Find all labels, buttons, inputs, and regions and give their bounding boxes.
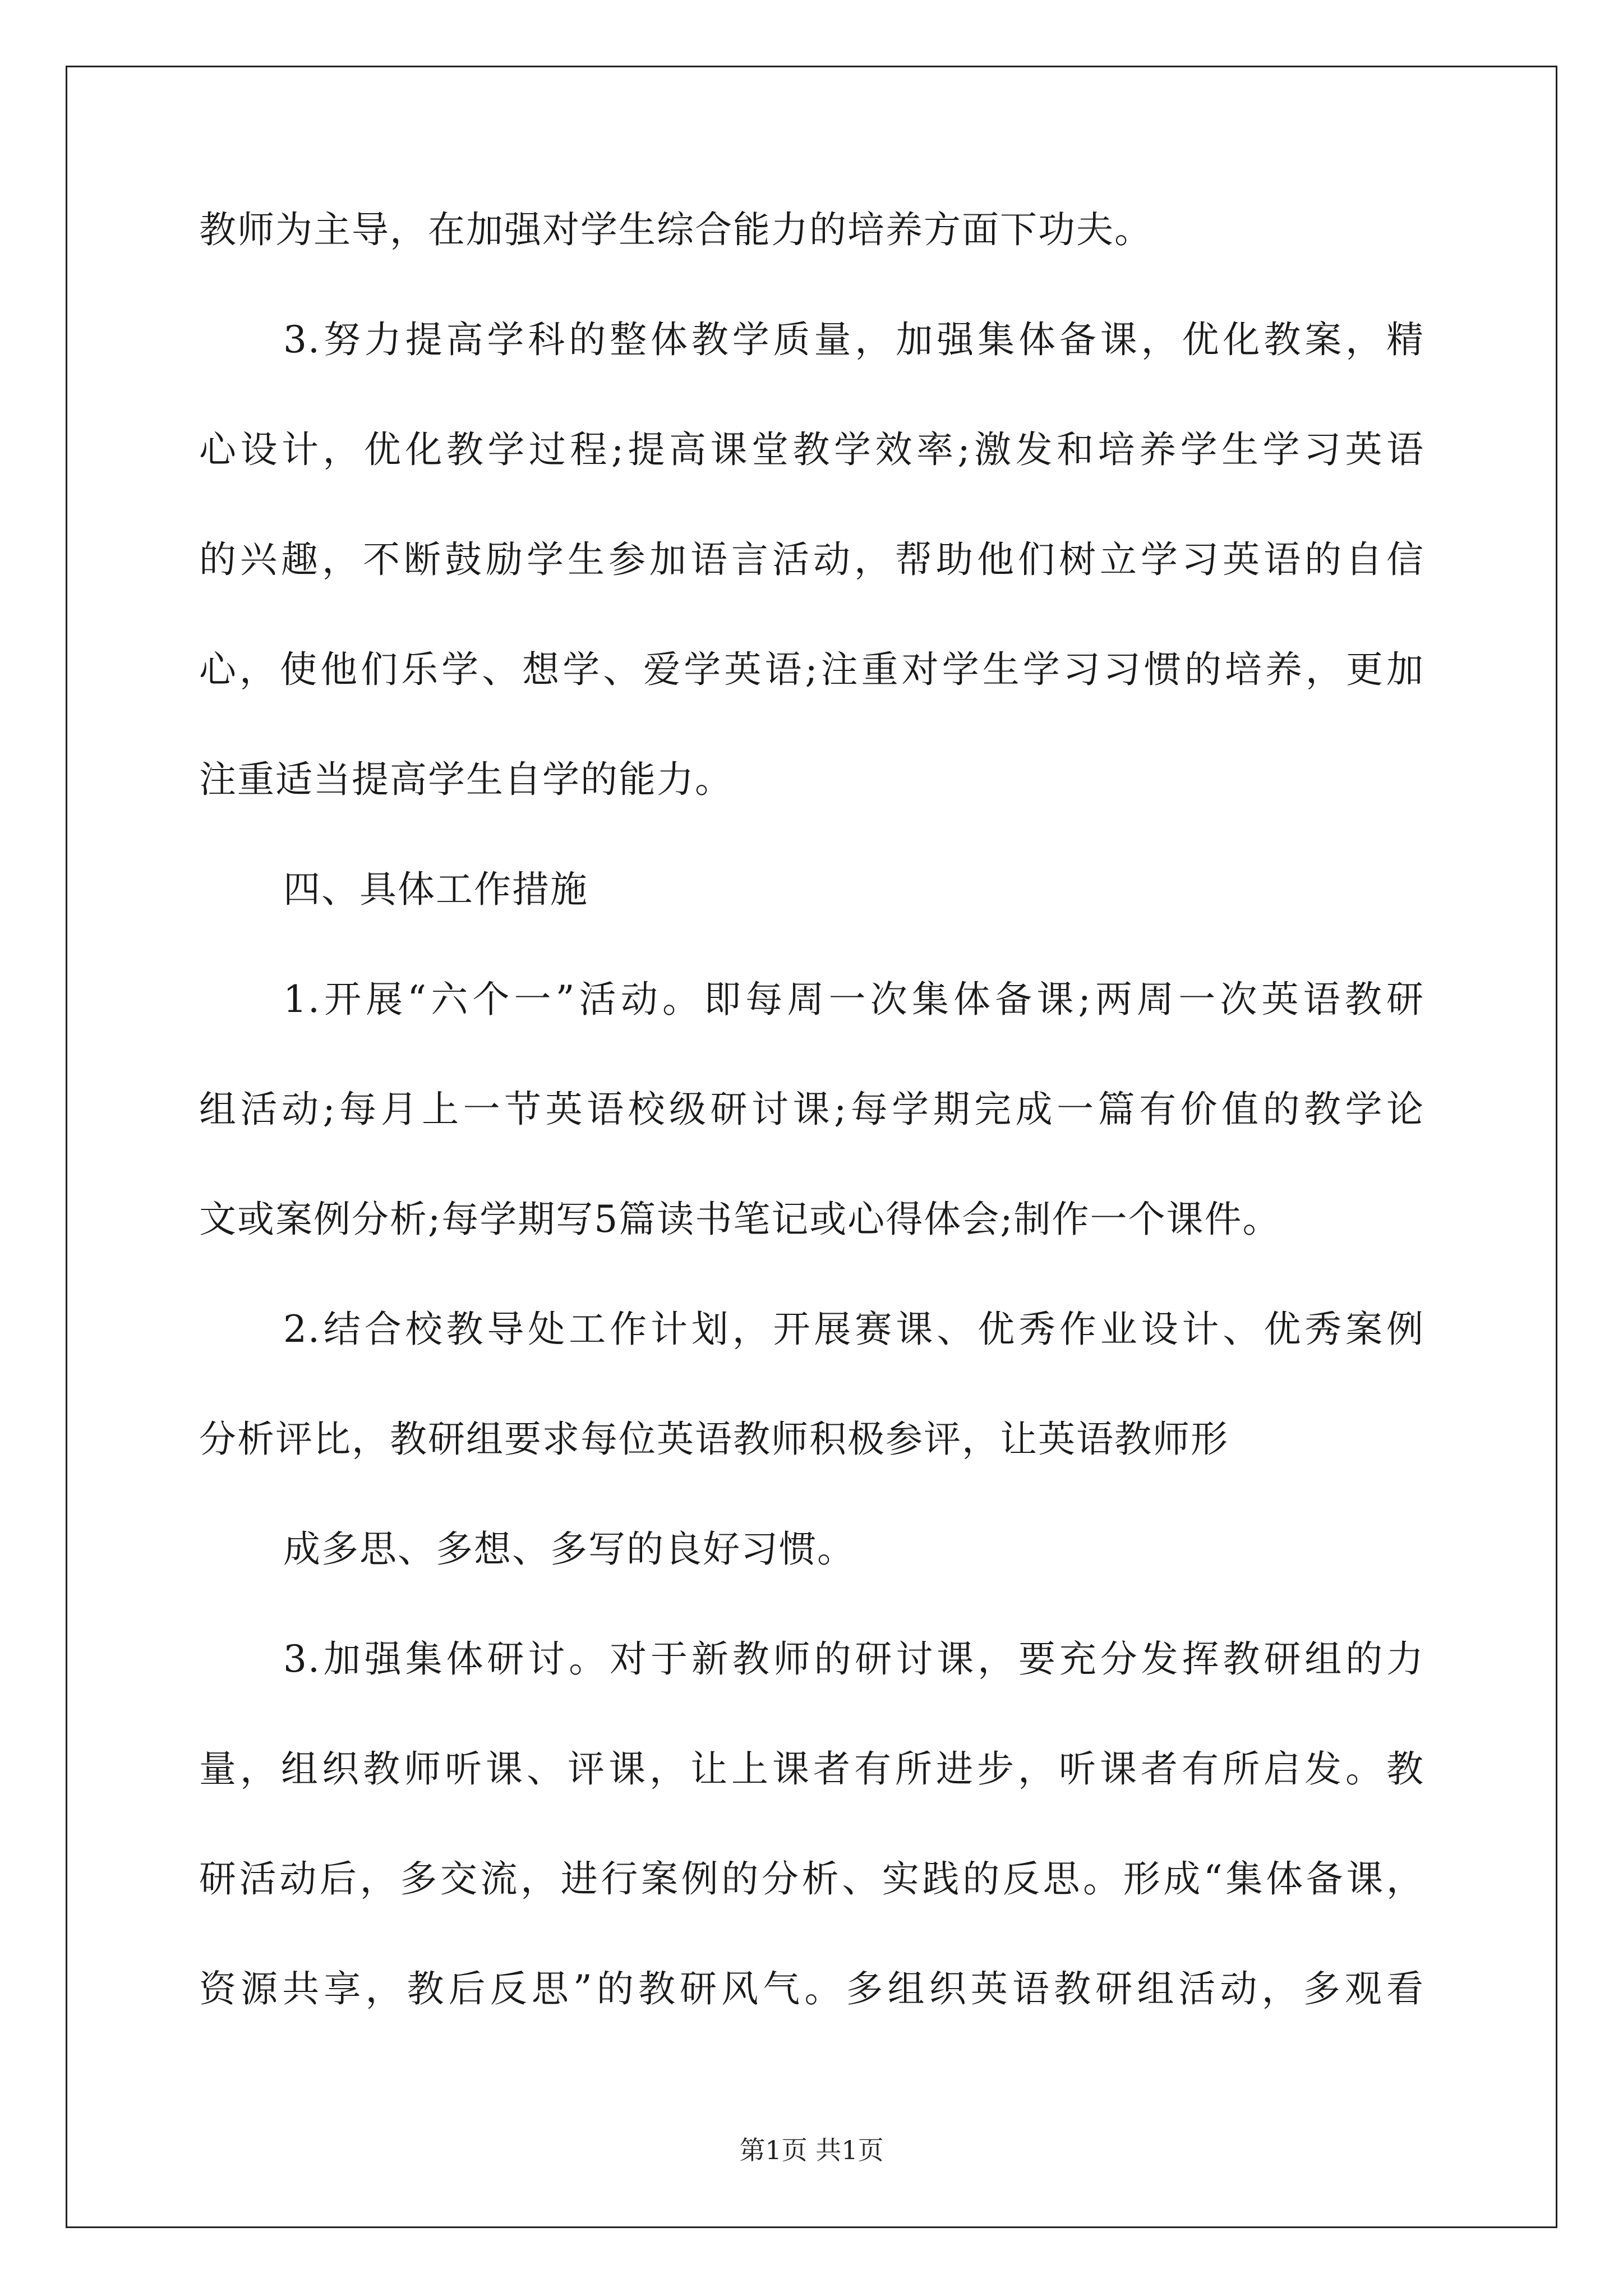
- text-line: 文或案例分析;每学期写5篇读书笔记或心得体会;制作一个课件。: [199, 1198, 1281, 1241]
- text-line: 资源共享，教后反思”的教研风气。多组织英语教研组活动，多观看: [199, 1967, 1424, 2010]
- text-line: 3.加强集体研讨。对于新教师的研讨课，要充分发挥教研组的力: [283, 1637, 1424, 1681]
- page-number-footer: 第1页 共1页: [739, 2135, 884, 2165]
- section-heading: 四、具体工作措施: [283, 868, 588, 911]
- text-line: 成多思、多想、多写的良好习惯。: [283, 1527, 855, 1571]
- text-line: 心设计，优化教学过程;提高课堂教学效率;激发和培养学生学习英语: [199, 428, 1424, 471]
- text-line: 1.开展“六个一”活动。即每周一次集体备课;两周一次英语教研: [283, 978, 1424, 1021]
- text-line: 3.努力提高学科的整体教学质量，加强集体备课，优化教案，精: [283, 318, 1424, 361]
- document-body: [199, 208, 1424, 2077]
- text-line: 量，组织教师听课、评课，让上课者有所进步，听课者有所启发。教: [199, 1747, 1424, 1791]
- text-line: 2.结合校教导处工作计划，开展赛课、优秀作业设计、优秀案例: [283, 1308, 1424, 1351]
- text-line: 注重适当提高学生自学的能力。: [199, 758, 733, 801]
- text-line: 分析评比，教研组要求每位英语教师积极参评，让英语教师形: [199, 1418, 1229, 1461]
- text-line: 心，使他们乐学、想学、爱学英语;注重对学生学习习惯的培养，更加: [199, 648, 1424, 691]
- text-line: 教师为主导，在加强对学生综合能力的培养方面下功夫。: [199, 208, 1152, 251]
- text-line: 组活动;每月上一节英语校级研讨课;每学期完成一篇有价值的教学论: [199, 1088, 1424, 1131]
- text-line: 的兴趣，不断鼓励学生参加语言活动，帮助他们树立学习英语的自信: [199, 538, 1424, 581]
- text-line: 研活动后，多交流，进行案例的分析、实践的反思。形成“集体备课，: [199, 1857, 1424, 1901]
